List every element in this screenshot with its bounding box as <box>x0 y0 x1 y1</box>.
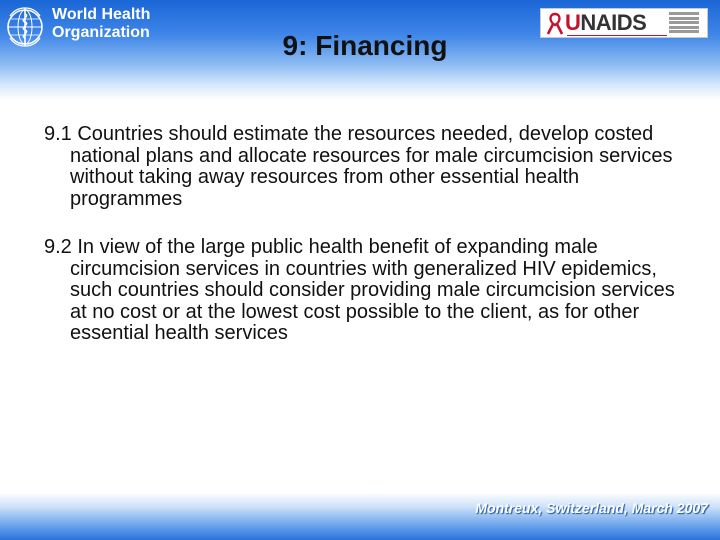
footer-banner <box>0 492 720 540</box>
slide-body <box>44 124 694 345</box>
organization-name-line1: World Health <box>52 6 151 23</box>
paragraph-9-1: 9.1 Countries should estimate the resources needed, develop costed national plans and allocate resources for male circumcision services without taking away resources from other essential health programmes <box>44 123 673 210</box>
partner-logo-wordmark-rest: NAIDS <box>580 10 647 35</box>
slide-title: 9: Financing <box>282 30 448 61</box>
organization-name-line2: Organization <box>52 24 150 41</box>
header-banner <box>0 0 720 100</box>
paragraph-9-2: 9.2 In view of the large public health benefit of expanding male circumcision services in countries with generalized HIV epidemics, such countries should consider providing male circumcision services at no cost or at the lowest cost possible to the client, as for other essential health services <box>44 236 675 344</box>
partner-logo-wordmark-u: U <box>565 10 581 35</box>
footer-location-date: Montreux, Switzerland, March 2007 <box>475 500 708 516</box>
